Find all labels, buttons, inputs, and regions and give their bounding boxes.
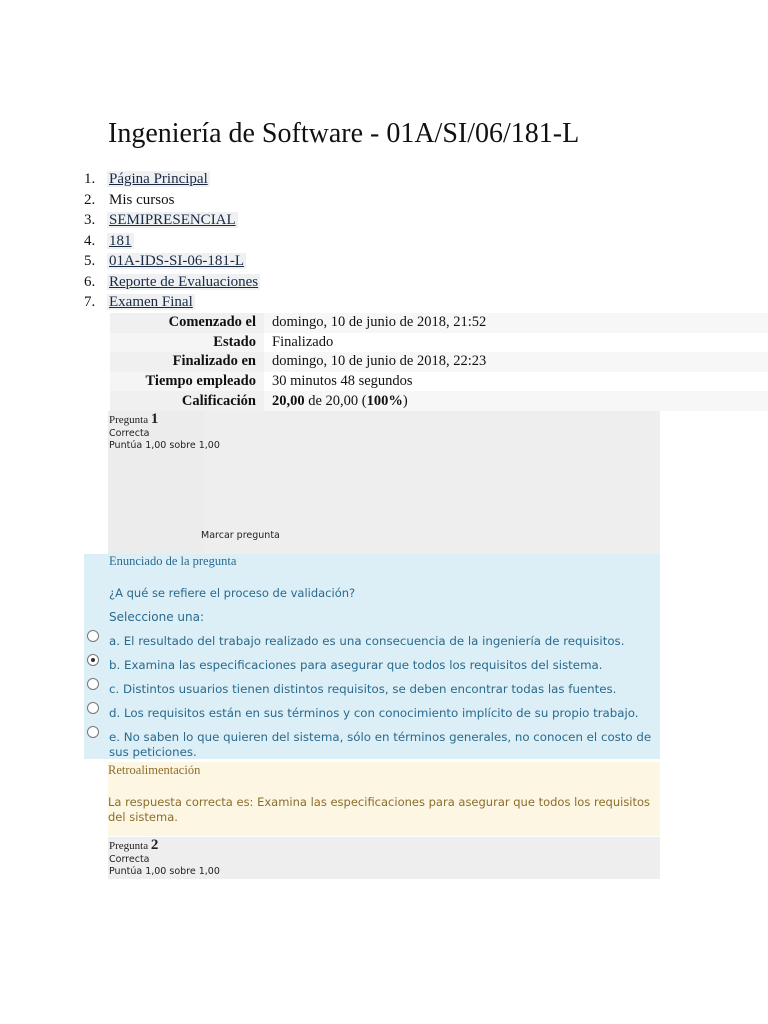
- breadcrumb-item-course[interactable]: [84, 251, 260, 272]
- grade-close: ): [402, 392, 408, 409]
- summary-label: Calificación: [110, 391, 264, 411]
- question-2-info: [108, 837, 660, 879]
- answer-option-text[interactable]: d. Los requisitos están en sus términos y con conocimiento implícito de su propio trabajo.: [109, 706, 639, 720]
- answer-option-text[interactable]: c. Distintos usuarios tienen distintos requisitos, se deben encontrar todas las fuentes.: [109, 682, 617, 696]
- question-text: ¿A qué se refiere el proceso de validación?: [109, 586, 356, 600]
- summary-value: Finalizado: [264, 333, 768, 353]
- radio-button-selected[interactable]: [87, 654, 99, 666]
- summary-value: domingo, 10 de junio de 2018, 22:23: [264, 352, 768, 372]
- summary-row-finished: [110, 352, 768, 372]
- radio-button[interactable]: [87, 678, 99, 690]
- question-number-value: 1: [150, 411, 159, 427]
- answer-prompt: Seleccione una:: [109, 610, 204, 624]
- breadcrumb-number: 4.: [84, 232, 96, 249]
- breadcrumb-link-home[interactable]: Página Principal: [109, 171, 208, 187]
- breadcrumb-link-semipresencial[interactable]: SEMIPRESENCIAL: [109, 212, 236, 228]
- question-label: Pregunta: [109, 414, 149, 426]
- breadcrumb-item-exam[interactable]: [84, 292, 260, 313]
- radio-button[interactable]: [87, 702, 99, 714]
- feedback-text: La respuesta correcta es: Examina las especificaciones para asegurar que todos los requisitos del sistema.: [108, 795, 651, 824]
- breadcrumb-number: 7.: [84, 294, 96, 310]
- question-1-feedback: [108, 762, 660, 836]
- breadcrumb-link-reports[interactable]: Reporte de Evaluaciones: [109, 273, 259, 290]
- breadcrumb: [84, 169, 260, 313]
- summary-row-grade: [110, 391, 768, 411]
- radio-button[interactable]: [87, 726, 99, 738]
- question-state: Correcta: [109, 428, 150, 439]
- summary-row-state: [110, 333, 768, 353]
- breadcrumb-number: 1.: [84, 171, 96, 187]
- answer-option-text[interactable]: a. El resultado del trabajo realizado es una consecuencia de la ingeniería de requisitos.: [109, 634, 625, 648]
- summary-row-time: [110, 372, 768, 392]
- breadcrumb-link-course[interactable]: 01A-IDS-SI-06-181-L: [109, 253, 244, 269]
- summary-label: Comenzado el: [110, 313, 264, 333]
- grade-out-of: de 20,00 (: [304, 392, 367, 409]
- page-title: Ingeniería de Software - 01A/SI/06/181-L: [108, 118, 580, 149]
- breadcrumb-number: 2.: [84, 191, 96, 208]
- radio-button[interactable]: [87, 630, 99, 642]
- summary-value: [264, 391, 768, 411]
- feedback-header: Retroalimentación: [108, 763, 201, 777]
- answer-option-text[interactable]: e. No saben lo que quieren del sistema, sólo en términos generales, no conocen el costo de sus peticiones.: [109, 730, 652, 759]
- question-number-value: 2: [150, 837, 159, 853]
- answer-option-text[interactable]: b. Examina las especificaciones para asegurar que todos los requisitos del sistema.: [109, 658, 603, 672]
- question-number: [109, 837, 220, 854]
- question-number: [109, 411, 220, 428]
- summary-label: Tiempo empleado: [110, 372, 264, 392]
- summary-row-started: [110, 313, 768, 333]
- grade-score: 20,00: [272, 392, 305, 409]
- breadcrumb-link-181[interactable]: 181: [109, 232, 132, 249]
- summary-label: Estado: [110, 333, 264, 353]
- breadcrumb-item-semipresencial[interactable]: [84, 210, 260, 231]
- question-1-info: [108, 411, 660, 554]
- summary-value: domingo, 10 de junio de 2018, 21:52: [264, 313, 768, 333]
- question-label: Pregunta: [109, 840, 149, 852]
- breadcrumb-item-home[interactable]: [84, 169, 260, 190]
- breadcrumb-item-reports[interactable]: [84, 272, 260, 293]
- breadcrumb-link-exam[interactable]: Examen Final: [109, 294, 193, 310]
- breadcrumb-item-my-courses: [84, 190, 260, 211]
- flag-question-link[interactable]: Marcar pregunta: [201, 530, 280, 541]
- breadcrumb-text-my-courses: Mis cursos: [109, 191, 175, 208]
- summary-value: 30 minutos 48 segundos: [264, 372, 768, 392]
- breadcrumb-number: 6.: [84, 273, 96, 290]
- question-1-content: [84, 554, 660, 759]
- breadcrumb-number: 3.: [84, 212, 96, 228]
- summary-label: Finalizado en: [110, 352, 264, 372]
- question-text-header: Enunciado de la pregunta: [109, 554, 237, 568]
- breadcrumb-number: 5.: [84, 253, 96, 269]
- question-grade: Puntúa 1,00 sobre 1,00: [109, 440, 220, 451]
- breadcrumb-item-181[interactable]: [84, 231, 260, 252]
- question-state: Correcta: [109, 854, 150, 865]
- question-grade: Puntúa 1,00 sobre 1,00: [109, 866, 220, 877]
- grade-percent: 100%: [366, 392, 403, 409]
- attempt-summary-table: [110, 313, 768, 411]
